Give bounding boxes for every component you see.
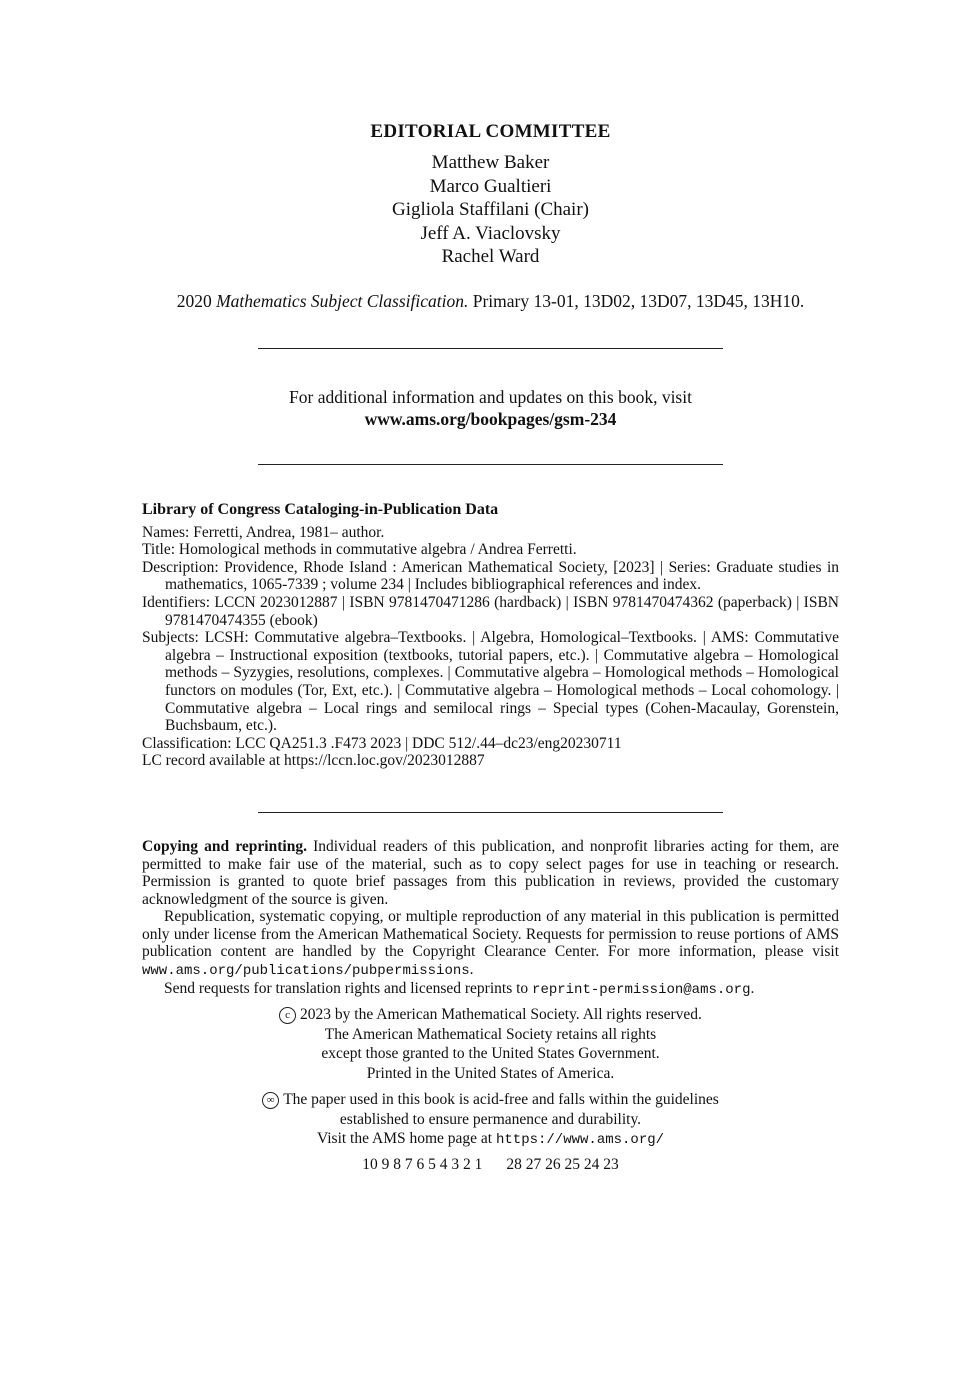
copying-para-3: Send requests for translation rights and licensed reprints to reprint-permission@ams.org. <box>164 980 755 998</box>
cip-lc-record: LC record available at https://lccn.loc.gov/2023012887 <box>142 752 485 770</box>
msc-label: Mathematics Subject Classification. <box>216 291 469 311</box>
rights-line: Printed in the United States of America. <box>366 1064 615 1082</box>
infinity-icon: ∞ <box>262 1092 279 1109</box>
committee-member: Jeff A. Viaclovsky <box>420 222 561 244</box>
copying-para-2-text: Republication, systematic copying, or multiple reproduction of any material in this publication is permitted only under license from the American Mathematical Society. Requests for permission to reuse portions of AMS publication content are handled by the Copyright Clearance Center. For more information, please visit <box>142 908 839 960</box>
more-info <box>142 386 839 430</box>
cip-heading: Library of Congress Cataloging-in-Publication Data <box>142 501 499 518</box>
reprint-email-link[interactable]: reprint-permission@ams.org <box>532 982 751 998</box>
cip-identifiers: Identifiers: LCCN 2023012887 | ISBN 9781470471286 (hardback) | ISBN 9781470474362 (paperback) | ISBN 9781470474355 (ebook) <box>142 593 839 629</box>
copying-para-2: Republication, systematic copying, or multiple reproduction of any material in this publication is permitted only under license from the American Mathematical Society. Requests for permission to reuse portions of AMS publication content are handled by the Copyright Clearance Center. For more information, please visit www.ams.org/publications/pubpermissions. <box>142 908 839 979</box>
printing-years: 28 27 26 25 24 23 <box>506 1156 619 1173</box>
copying-para-1-text: Individual readers of this publication, and nonprofit libraries acting for them, are permitted to make fair use of the material, such as to copy select pages for use in teaching or research. Permission is granted to quote brief passages from this publication in reviews, provided the customary acknowledgment of the source is given. <box>142 838 839 908</box>
divider <box>258 464 723 465</box>
permissions-link[interactable]: www.ams.org/publications/pubpermissions <box>142 962 470 979</box>
homepage-text: Visit the AMS home page at <box>316 1130 493 1148</box>
bookpage-link[interactable]: www.ams.org/bookpages/gsm-234 <box>364 409 617 429</box>
cip-names: Names: Ferretti, Andrea, 1981– author. <box>142 523 385 541</box>
paper-line <box>142 1090 839 1110</box>
cip-classification: Classification: LCC QA251.3 .F473 2023 | DDC 512/.44–dc23/eng20230711 <box>142 734 622 752</box>
rights-line: except those granted to the United States Government. <box>321 1045 660 1063</box>
paper-line-1-text: The paper used in this book is acid-free and falls within the guidelines <box>283 1091 719 1108</box>
copying-heading: Copying and reprinting. <box>142 838 307 855</box>
committee-member: Rachel Ward <box>441 246 540 268</box>
paper-notice <box>142 1090 839 1151</box>
committee-member: Gigliola Staffilani (Chair) <box>392 199 589 221</box>
subject-classification <box>132 291 849 312</box>
copyright-icon: c <box>279 1007 296 1024</box>
rights-line: The American Mathematical Society retains all rights <box>324 1025 657 1043</box>
msc-year: 2020 <box>176 291 212 311</box>
copying-para-1 <box>142 838 839 908</box>
rights-notice <box>142 1005 839 1083</box>
paper-line <box>142 1129 839 1151</box>
copying-para-3-text: Send requests for translation rights and licensed reprints to <box>164 980 529 997</box>
cip-data <box>142 501 839 770</box>
cip-subjects: Subjects: LCSH: Commutative algebra–Textbooks. | Algebra, Homological–Textbooks. | AMS: Commutative algebra – Instructional exposition (textbooks, tutorial papers, etc.). | Commutative algebra – Homological methods – Syzygies, resolutions, complexes. | Commutative algebra – Homological methods – Homological functors on modules (Tor, Ext, etc.). | Commutative algebra – Homological methods – Local cohomology. | Commutative algebra – Local rings and semilocal rings – Special types (Cohen-Macaulay, Gorenstein, Buchsbaum, etc.). <box>142 629 839 735</box>
paper-line: established to ensure permanence and durability. <box>339 1110 642 1128</box>
impression-numbers: 10 9 8 7 6 5 4 3 2 1 <box>362 1156 483 1173</box>
copyright-line <box>142 1005 839 1025</box>
more-info-text: For additional information and updates on this book, visit <box>289 387 692 407</box>
divider <box>258 812 723 813</box>
copying-section <box>142 838 839 1000</box>
ams-homepage-link[interactable]: https://www.ams.org/ <box>496 1132 665 1149</box>
copyright-text: 2023 by the American Mathematical Society. All rights reserved. <box>300 1006 702 1023</box>
committee-heading: EDITORIAL COMMITTEE <box>370 121 611 142</box>
committee-member: Matthew Baker <box>431 152 550 174</box>
cip-title: Title: Homological methods in commutative algebra / Andrea Ferretti. <box>142 541 577 559</box>
divider <box>258 348 723 349</box>
cip-description: Description: Providence, Rhode Island : American Mathematical Society, [2023] | Series: Graduate studies in mathematics, 1065-7339 ; volume 234 | Includes bibliographical references and index. <box>142 558 839 594</box>
msc-codes: Primary 13-01, 13D02, 13D07, 13D45, 13H10. <box>472 291 805 311</box>
printing-line <box>142 1156 839 1174</box>
committee-member: Marco Gualtieri <box>429 175 552 197</box>
editorial-committee <box>142 120 839 268</box>
